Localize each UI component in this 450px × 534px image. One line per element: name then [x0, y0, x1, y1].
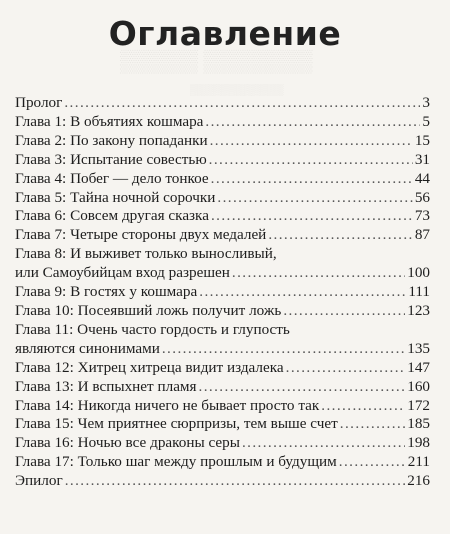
toc-entry-line	[15, 151, 430, 170]
toc-entry	[15, 283, 430, 302]
toc-entry-title: Глава 6: Совсем другая сказка	[15, 207, 209, 225]
toc-entry-line	[15, 94, 430, 113]
dot-leader	[162, 340, 405, 359]
toc-entry	[15, 378, 430, 397]
toc-entry-title: Глава 12: Хитрец хитреца видит издалека	[15, 358, 284, 376]
dot-leader	[232, 264, 405, 283]
toc-entry	[15, 302, 430, 321]
toc-entry-line	[15, 397, 430, 416]
toc-page-number: 198	[407, 434, 430, 452]
dot-leader	[211, 207, 413, 226]
toc-entry-line	[15, 378, 430, 397]
page-title: Оглавление	[108, 14, 342, 53]
toc-entry-line	[15, 132, 430, 151]
toc-page-number: 216	[407, 472, 430, 490]
toc-entry-title: Глава 2: По закону попаданки	[15, 131, 208, 149]
toc-entry-line	[15, 359, 430, 378]
toc-entry	[15, 94, 430, 113]
toc-page-number: 31	[414, 150, 430, 168]
dot-leader	[321, 397, 405, 416]
toc-entry-line	[15, 113, 430, 132]
show-through-text: ▒▒▒▒▒ ▒▒▒▒▒▒▒	[120, 48, 313, 73]
toc-entry-line	[15, 283, 430, 302]
toc-page-number: 15	[414, 131, 430, 149]
toc-entry	[15, 397, 430, 416]
toc-entry	[15, 151, 430, 170]
toc-entry	[15, 132, 430, 151]
toc-entry-line-continued	[15, 245, 430, 264]
toc-entry-title: Глава 10: Посеявший ложь получит ложь	[15, 301, 282, 319]
toc-entry-title: Глава 11: Очень часто гордость и глупость	[15, 320, 290, 338]
dot-leader	[211, 170, 413, 189]
toc-entry	[15, 207, 430, 226]
toc-entry	[15, 453, 430, 472]
toc-entry	[15, 245, 430, 283]
dot-leader	[339, 453, 406, 472]
toc-entry-line	[15, 189, 430, 208]
toc-entry-title: Эпилог	[15, 472, 63, 490]
toc-entry-title: Глава 15: Чем приятнее сюрпризы, тем выше счет	[15, 415, 338, 433]
toc-entry-title: Глава 9: В гостях у кошмара	[15, 283, 198, 301]
dot-leader	[286, 359, 406, 378]
table-of-contents	[15, 94, 430, 491]
toc-entry	[15, 472, 430, 491]
toc-entry-line	[15, 226, 430, 245]
show-through-text: ▒▒▒▒▒▒▒▒▒▒▒▒	[190, 84, 284, 96]
toc-entry	[15, 321, 430, 359]
toc-entry-line-continued	[15, 321, 430, 340]
dot-leader	[210, 132, 413, 151]
dot-leader	[268, 226, 413, 245]
toc-entry-line	[15, 170, 430, 189]
toc-page-number: 111	[408, 283, 430, 301]
dot-leader	[340, 415, 405, 434]
toc-page-number: 123	[407, 301, 430, 319]
toc-entry-line	[15, 434, 430, 453]
toc-page-number: 172	[407, 396, 430, 414]
toc-entry-title: Глава 5: Тайна ночной сорочки	[15, 188, 216, 206]
toc-page-number: 160	[407, 377, 430, 395]
toc-page-number: 73	[414, 207, 430, 225]
toc-page-number: 147	[407, 358, 430, 376]
toc-entry-line	[15, 453, 430, 472]
toc-page-number: 56	[414, 188, 430, 206]
toc-entry	[15, 415, 430, 434]
dot-leader	[64, 94, 420, 113]
toc-entry-title: Глава 3: Испытание совестью	[15, 150, 207, 168]
toc-entry-line	[15, 302, 430, 321]
toc-entry-title: Пролог	[15, 94, 63, 111]
toc-entry	[15, 189, 430, 208]
toc-page-number: 185	[407, 415, 430, 433]
dot-leader	[242, 434, 405, 453]
toc-entry-line	[15, 415, 430, 434]
toc-page-number: 3	[422, 94, 430, 111]
toc-entry	[15, 113, 430, 132]
toc-page-number: 100	[407, 264, 430, 282]
toc-page-number: 44	[414, 169, 430, 187]
dot-leader	[217, 189, 412, 208]
toc-entry-line	[15, 207, 430, 226]
toc-entry-title: Глава 8: И выживет только выносливый,	[15, 245, 277, 263]
dot-leader	[199, 283, 406, 302]
toc-entry-title: Глава 1: В объятиях кошмара	[15, 112, 204, 130]
toc-entry-title: Глава 17: Только шаг между прошлым и будущим	[15, 453, 337, 471]
toc-entry-line	[15, 340, 430, 359]
toc-page-number: 87	[414, 226, 430, 244]
dot-leader	[199, 378, 406, 397]
toc-entry-line	[15, 472, 430, 491]
toc-entry	[15, 359, 430, 378]
dot-leader	[65, 472, 406, 491]
toc-entry	[15, 226, 430, 245]
toc-entry-line	[15, 264, 430, 283]
toc-entry-title: Глава 14: Никогда ничего не бывает просто так	[15, 396, 320, 414]
toc-entry-title: Глава 7: Четыре стороны двух медалей	[15, 226, 267, 244]
dot-leader	[283, 302, 405, 321]
toc-entry-title: Глава 13: И вспыхнет пламя	[15, 377, 197, 395]
toc-entry-title: Глава 4: Побег — дело тонкое	[15, 169, 209, 187]
dot-leader	[209, 151, 413, 170]
toc-page-number: 5	[422, 112, 430, 130]
toc-entry-title: являются синонимами	[15, 339, 160, 357]
toc-page-number: 211	[407, 453, 430, 471]
toc-entry-title: или Самоубийцам вход разрешен	[15, 264, 230, 282]
toc-entry	[15, 170, 430, 189]
dot-leader	[205, 113, 420, 132]
toc-page-number: 135	[407, 339, 430, 357]
toc-entry	[15, 434, 430, 453]
toc-entry-title: Глава 16: Ночью все драконы серы	[15, 434, 240, 452]
